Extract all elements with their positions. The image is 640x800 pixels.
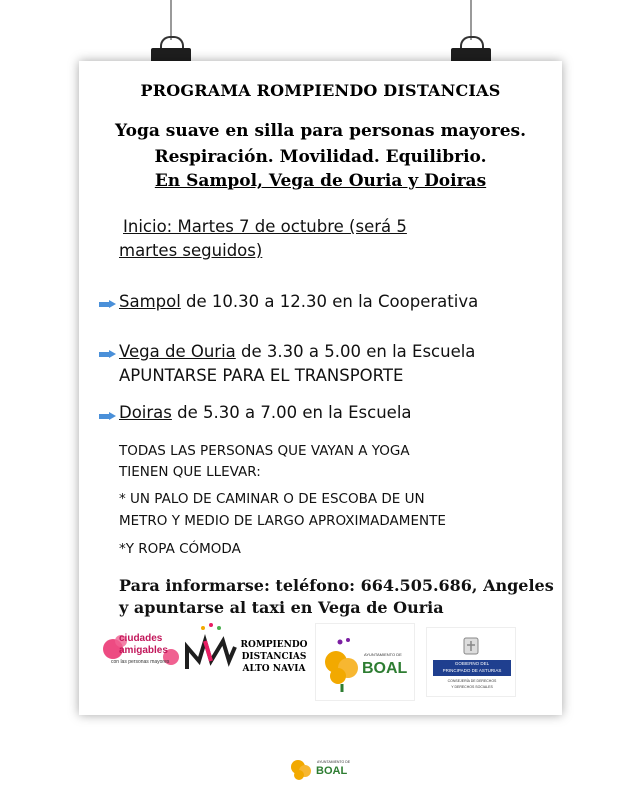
footer-ayuntamiento-text: AYUNTAMIENTO DE (317, 760, 351, 764)
schedule-sampol (119, 292, 478, 311)
subtitle-line-2: Respiración. Movilidad. Equilibrio. (154, 147, 487, 167)
consejeria-line-2: Y DERECHOS SOCIALES (451, 685, 493, 689)
principado-asturias-logo (426, 627, 516, 697)
gobierno-line-2: PRINCIPADO DE ASTURIAS (442, 668, 502, 673)
requirements-line-3: * UN PALO DE CAMINAR O DE ESCOBA DE UN (119, 491, 425, 507)
schedule-vega-de-ouria (119, 342, 475, 361)
hanging-wire-left (170, 0, 172, 40)
logo-line: ALTO NAVIA (242, 664, 306, 674)
footer-boal-logo (287, 755, 357, 785)
requirements-line-4: METRO Y MEDIO DE LARGO APROXIMADAMENTE (119, 513, 446, 529)
rompiendo-distancias-symbol (181, 617, 241, 679)
gobierno-banner (433, 660, 511, 676)
requirements-line-1: TODAS LAS PERSONAS QUE VAYAN A YOGA (119, 443, 410, 459)
boal-flower-icon (320, 634, 364, 694)
poster-title: PROGRAMA ROMPIENDO DISTANCIAS (140, 81, 501, 100)
ayuntamiento-boal-logo (315, 623, 415, 701)
inicio-line-2: martes seguidos) (119, 241, 263, 260)
personas-mayores-text: con las personas mayores (111, 659, 170, 665)
requirements-line-2: TIENEN QUE LLEVAR: (119, 464, 261, 480)
contact-line-1: Para informarse: teléfono: 664.505.686, Angeles (119, 576, 554, 595)
schedule-detail: de 5.30 a 7.00 en la Escuela (171, 403, 412, 422)
arrow-icon (99, 300, 115, 308)
ayuntamiento-text: AYUNTAMIENTO DE (364, 652, 402, 657)
requirements-line-5: *Y ROPA CÓMODA (119, 541, 241, 557)
logo-line: DISTANCIAS (241, 652, 307, 662)
consejeria-line-1: CONSEJERÍA DE DERECHOS (447, 679, 497, 683)
schedule-detail: de 3.30 a 5.00 en la Escuela (235, 342, 476, 361)
place-name: Doiras (119, 403, 172, 422)
gobierno-line-1: GOBIERNO DEL (454, 661, 490, 666)
place-name: Sampol (119, 292, 181, 311)
boal-text: BOAL (362, 660, 408, 677)
schedule-doiras (119, 403, 412, 422)
coat-of-arms-icon (461, 634, 481, 656)
transport-note: APUNTARSE PARA EL TRANSPORTE (119, 366, 404, 385)
footer-boal-text: BOAL (316, 765, 348, 777)
subtitle-line-1: Yoga suave en silla para personas mayores. (114, 121, 527, 141)
boal-flower-icon (287, 755, 315, 785)
place-name: Vega de Ouria (119, 342, 236, 361)
rompiendo-distancias-logo-text (239, 639, 309, 675)
contact-line-2: y apuntarse al taxi en Vega de Ouria (119, 598, 444, 617)
schedule-detail: de 10.30 a 12.30 en la Cooperativa (180, 292, 479, 311)
arrow-icon (99, 350, 115, 358)
logo-line: ROMPIENDO (240, 640, 308, 650)
inicio-line-1: Inicio: Martes 7 de octubre (será 5 (123, 217, 407, 236)
ciudades-amigables-logo (101, 627, 181, 677)
hanging-wire-right (470, 0, 472, 40)
poster (79, 61, 562, 715)
subtitle-line-3: En Sampol, Vega de Ouria y Doiras (154, 171, 487, 191)
ciudades-text: ciudades (119, 633, 163, 644)
arrow-icon (99, 412, 115, 420)
amigables-text: amigables (119, 645, 168, 656)
